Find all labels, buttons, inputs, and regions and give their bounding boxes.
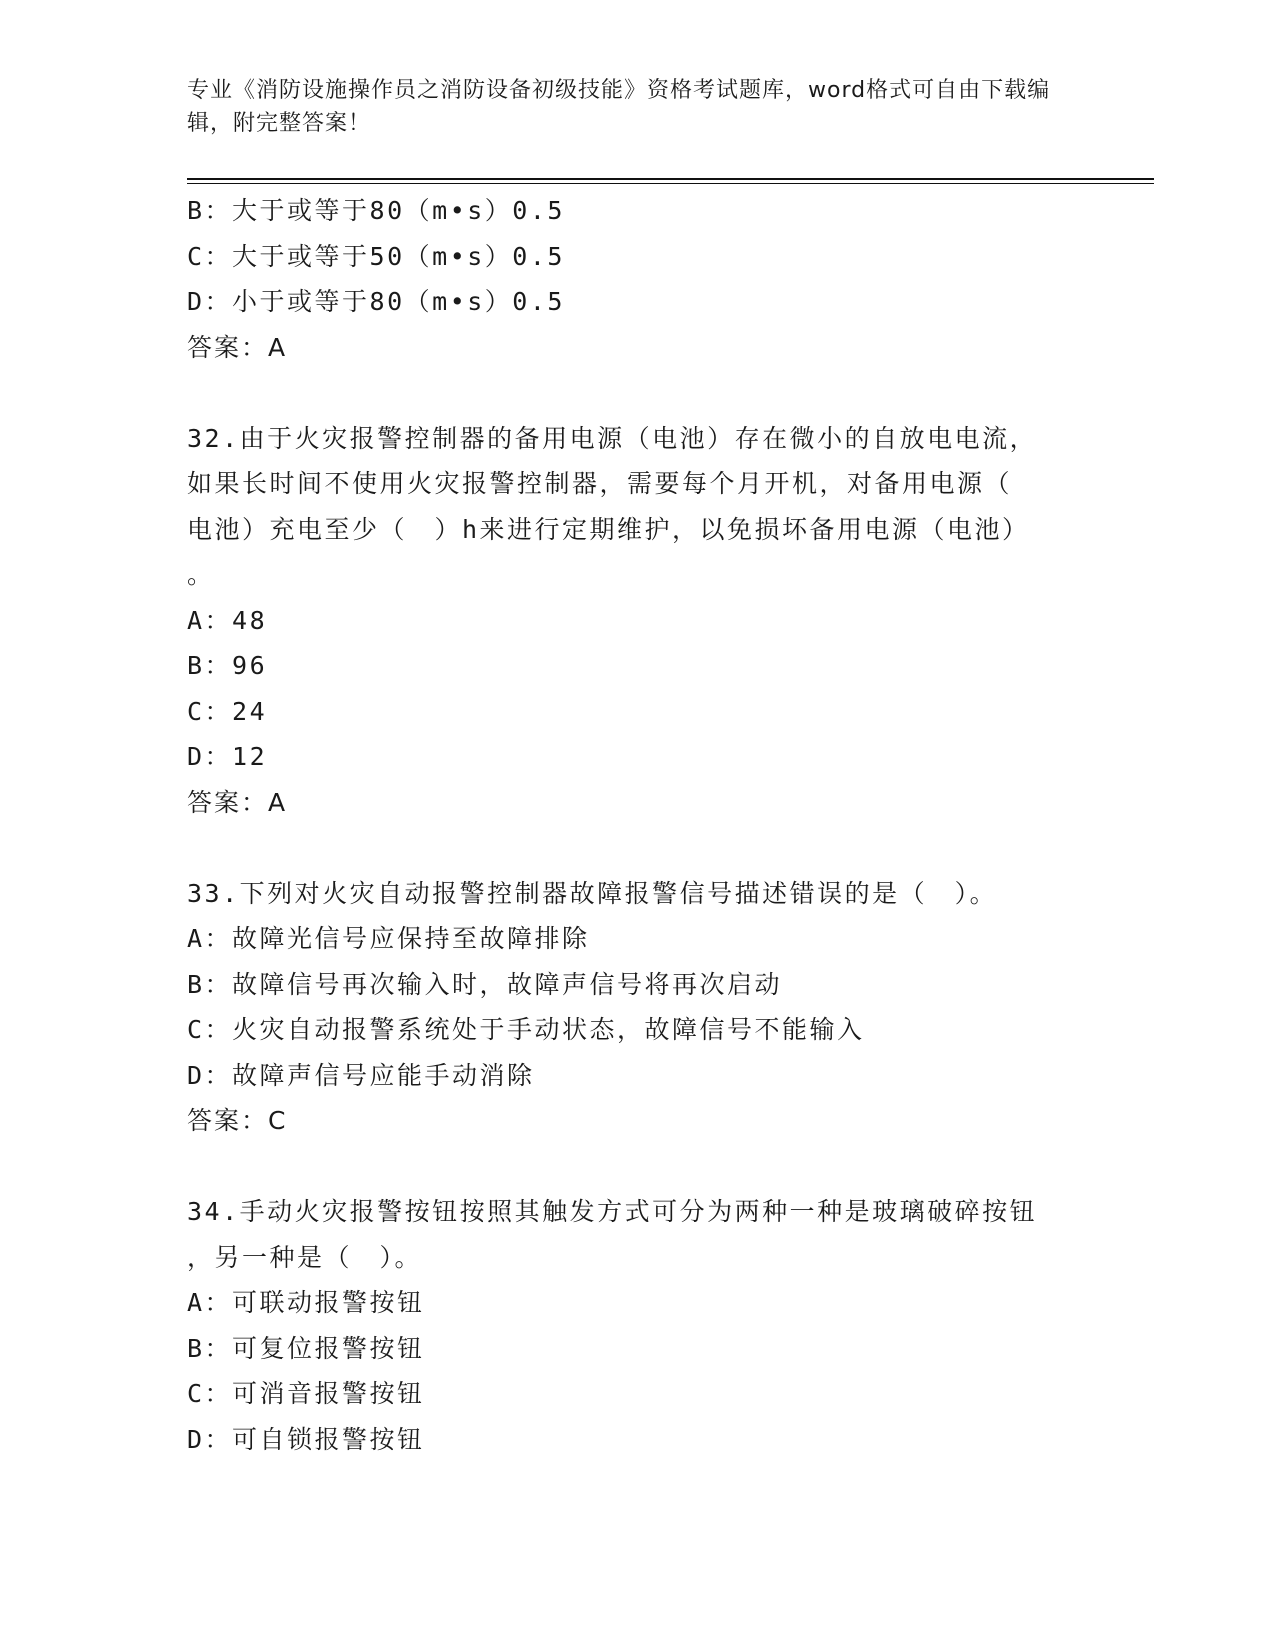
- answer-line: 答案：A: [187, 332, 288, 362]
- spacer: [187, 370, 1087, 416]
- option-b: B：故障信号再次输入时，故障声信号将再次启动: [187, 969, 783, 999]
- question-stem-line: 如果长时间不使用火灾报警控制器，需要每个月开机，对备用电源（: [187, 469, 1013, 498]
- option-a: A：故障光信号应保持至故障排除: [187, 924, 590, 953]
- answer-line: 答案：A: [187, 787, 288, 817]
- document-header: 专业《消防设施操作员之消防设备初级技能》资格考试题库，word格式可自由下载编辑，附完整答案！: [187, 78, 1051, 136]
- option-c: C：火灾自动报警系统处于手动状态，故障信号不能输入: [187, 1015, 865, 1044]
- spacer: [187, 1144, 1087, 1190]
- question-stem-line: 34.手动火灾报警按钮按照其触发方式可分为两种一种是玻璃破碎按钮: [187, 1197, 1038, 1226]
- question-34: [187, 1189, 1087, 1462]
- header-divider-thin: [187, 183, 1154, 184]
- option-a: A：可联动报警按钮: [187, 1288, 425, 1317]
- option-b: B：可复位报警按钮: [187, 1333, 425, 1363]
- question-content: [187, 188, 1087, 1462]
- option-a: A：48: [187, 605, 268, 635]
- option-d: D：12: [187, 742, 268, 771]
- question-stem-line: ，另一种是（ ）。: [187, 1242, 423, 1272]
- option-b: B：大于或等于80（m•s）0.5: [187, 196, 565, 225]
- header-divider-thick: [187, 178, 1154, 180]
- option-c: C：大于或等于50（m•s）0.5: [187, 241, 565, 271]
- option-d: D：故障声信号应能手动消除: [187, 1060, 535, 1090]
- answer-line: 答案：C: [187, 1106, 288, 1135]
- question-stem-line: 33.下列对火灾自动报警控制器故障报警信号描述错误的是（ ）。: [187, 878, 998, 908]
- question-stem-line: 电池）充电至少（ ）h来进行定期维护，以免损坏备用电源（电池）: [187, 514, 1030, 544]
- option-c: C：可消音报警按钮: [187, 1379, 425, 1408]
- question-33: [187, 871, 1087, 1144]
- question-stem-line: 。: [187, 560, 215, 589]
- question-stem-line: 32.由于火灾报警控制器的备用电源（电池）存在微小的自放电电流，: [187, 423, 1038, 453]
- option-d: D：小于或等于80（m•s）0.5: [187, 287, 565, 316]
- option-b: B：96: [187, 651, 268, 680]
- option-d: D：可自锁报警按钮: [187, 1424, 425, 1454]
- option-c: C：24: [187, 696, 268, 726]
- question-32: [187, 416, 1087, 826]
- question-31-continued: [187, 188, 1087, 370]
- spacer: [187, 825, 1087, 871]
